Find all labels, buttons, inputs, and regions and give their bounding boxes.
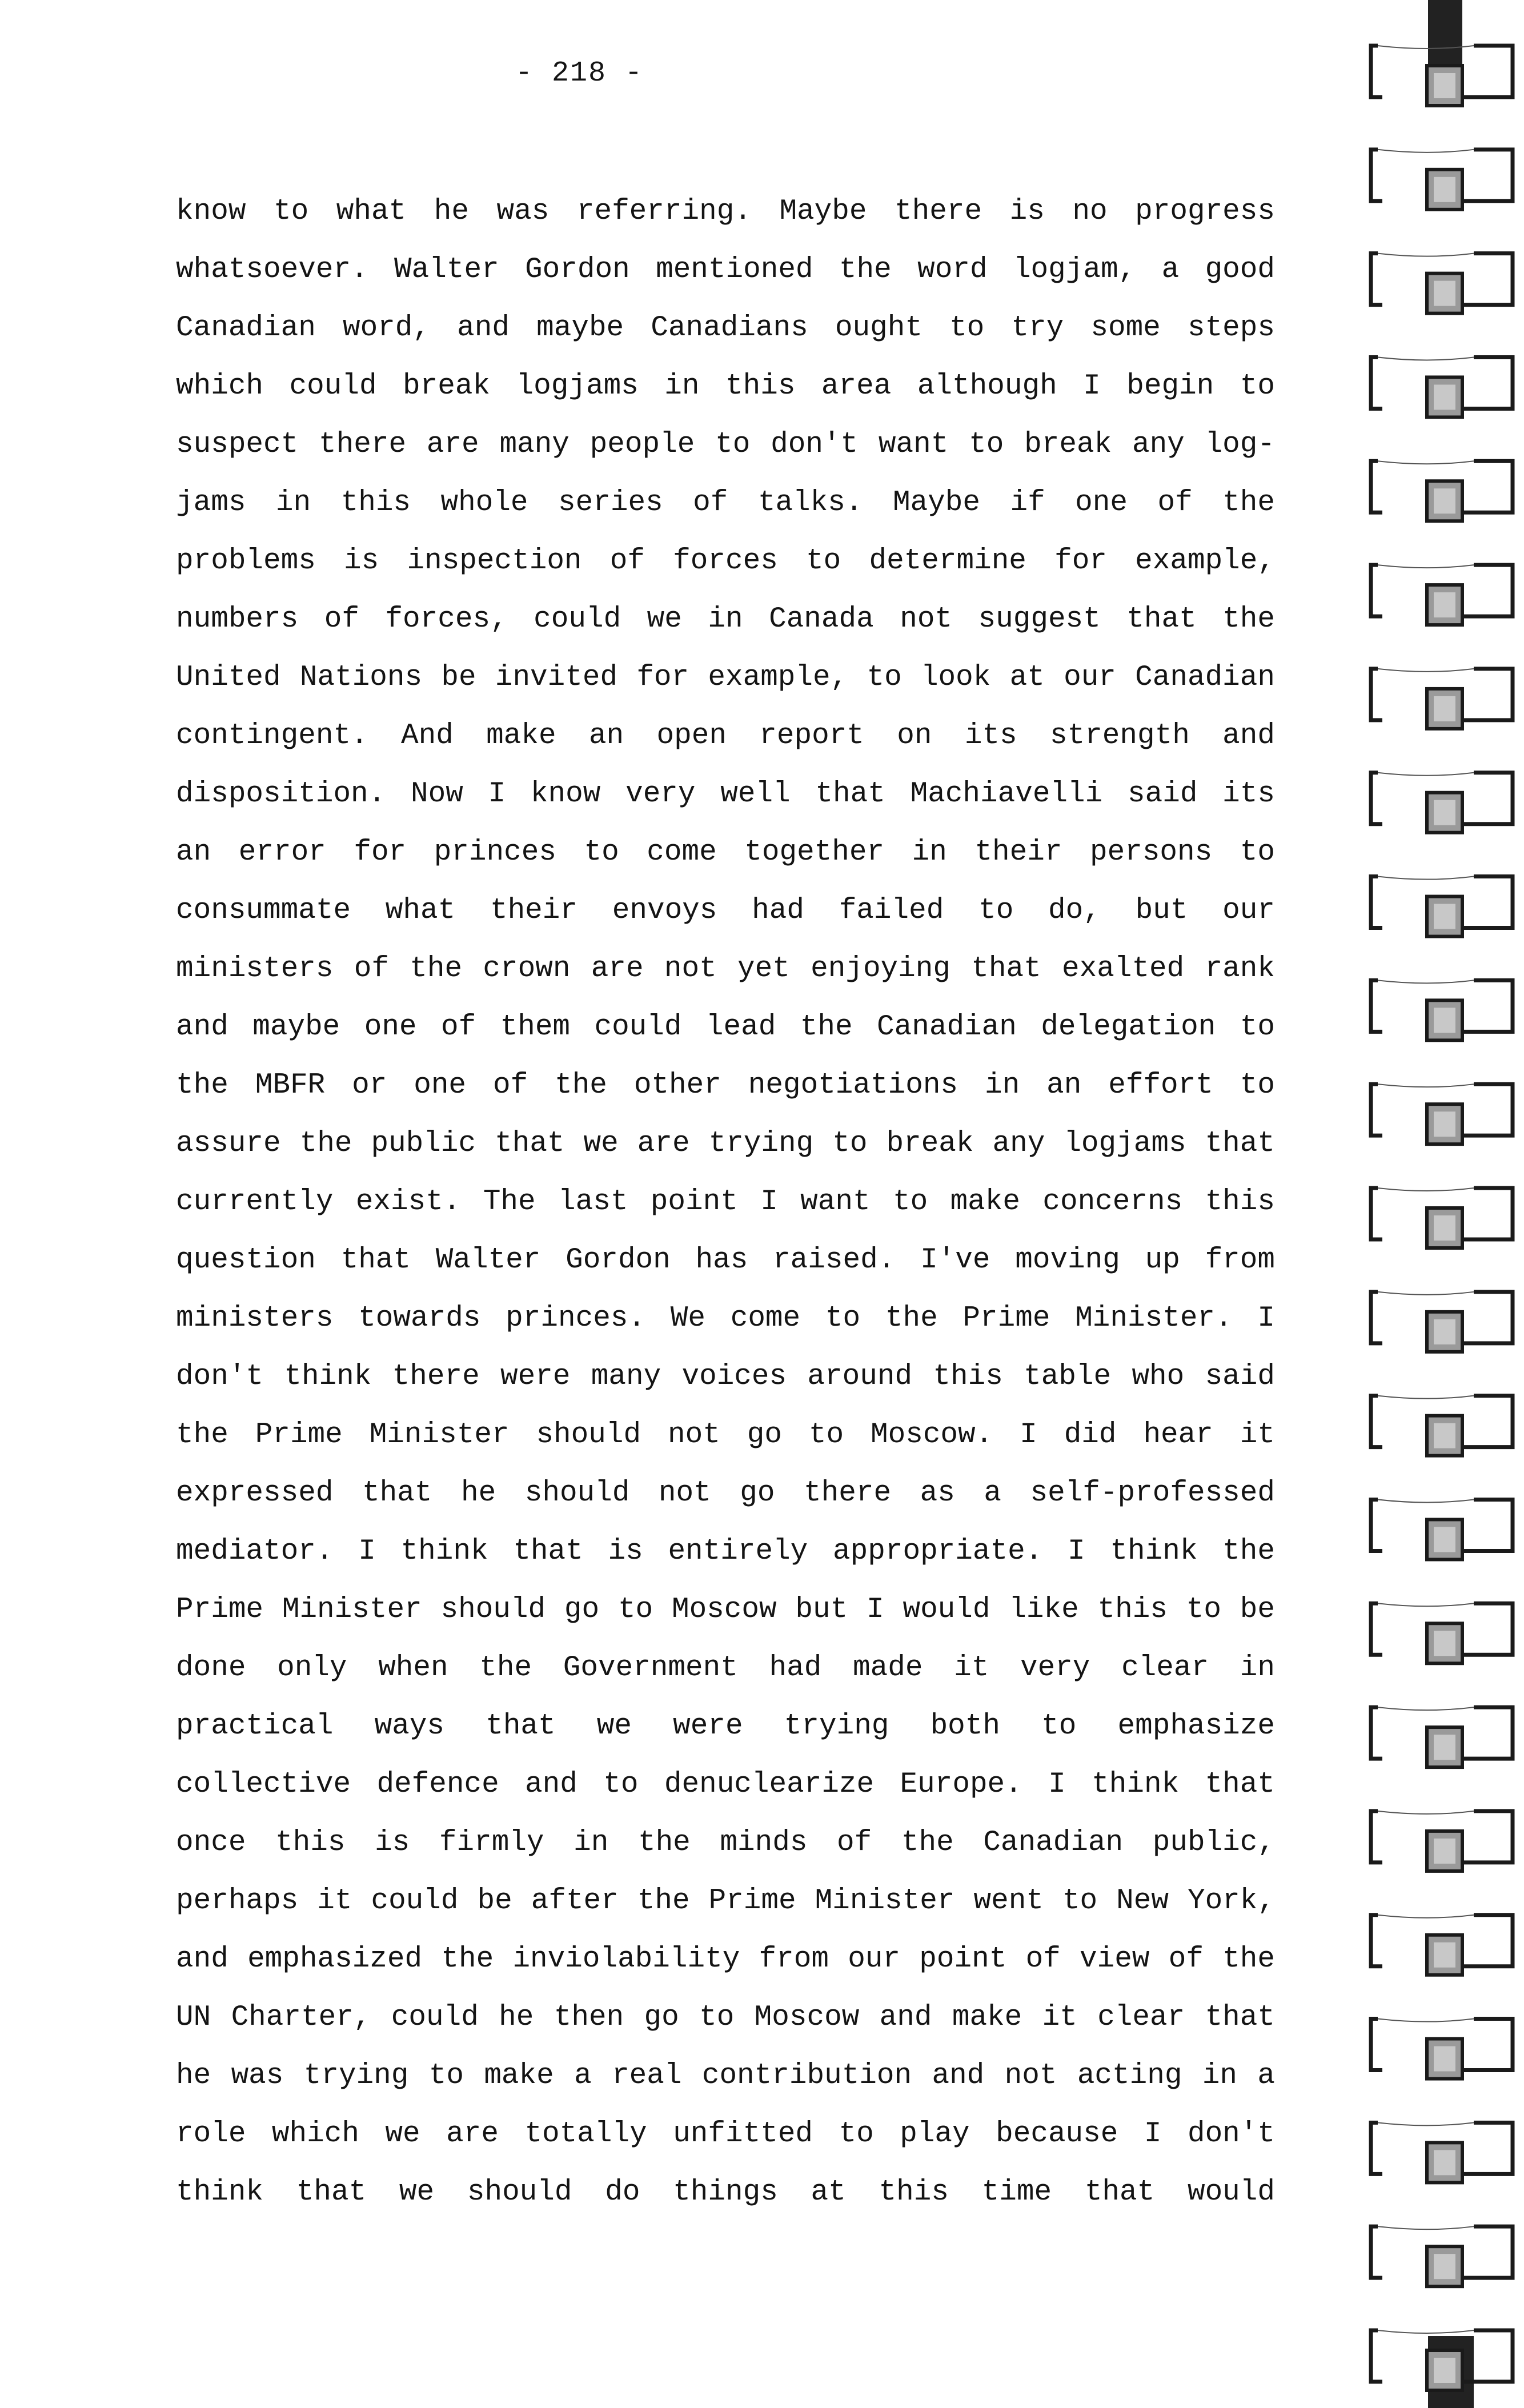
binding-ring <box>1371 669 1513 729</box>
binding-rings <box>1359 0 1524 2408</box>
text-line: and emphasized the inviolability from our point of view of the <box>176 1943 1275 1976</box>
text-line: think that we should do things at this time that would <box>176 2176 1275 2209</box>
text-line: perhaps it could be after the Prime Minister went to New York, <box>176 1885 1275 1917</box>
text-line: done only when the Government had made it very clear in <box>176 1652 1275 1684</box>
text-line: role which we are totally unfitted to play because I don't <box>176 2118 1275 2150</box>
text-line: numbers of forces, could we in Canada not suggest that the <box>176 603 1275 636</box>
text-line: UN Charter, could he then go to Moscow and make it clear that <box>176 2001 1275 2034</box>
text-line: the Prime Minister should not go to Moscow. I did hear it <box>176 1419 1275 1451</box>
text-line: problems is inspection of forces to determine for example, <box>176 545 1275 577</box>
binding-ring <box>1371 1707 1513 1767</box>
text-line: currently exist. The last point I want to make concerns this <box>176 1186 1275 1218</box>
binding-ring <box>1371 1499 1513 1559</box>
binding-ring <box>1371 1915 1513 1975</box>
binding-ring <box>1371 1188 1513 1248</box>
text-line: consummate what their envoys had failed to do, but our <box>176 894 1275 927</box>
binding-ring <box>1371 2019 1513 2079</box>
text-line: which could break logjams in this area although I begin to <box>176 370 1275 403</box>
text-line: once this is firmly in the minds of the Canadian public, <box>176 1827 1275 1859</box>
binding-ring <box>1371 877 1513 937</box>
binding-ring <box>1371 461 1513 521</box>
text-line: don't think there were many voices around this table who said <box>176 1360 1275 1393</box>
body-text <box>176 183 1275 2222</box>
text-line: expressed that he should not go there as a self-professed <box>176 1477 1275 1510</box>
binding-ring <box>1371 1603 1513 1663</box>
text-line: Canadian word, and maybe Canadians ought to try some steps <box>176 312 1275 344</box>
text-line: mediator. I think that is entirely appropriate. I think the <box>176 1535 1275 1568</box>
text-line: question that Walter Gordon has raised. I've moving up from <box>176 1244 1275 1277</box>
binding-ring <box>1371 357 1513 417</box>
binding-ring <box>1371 150 1513 210</box>
text-line: know to what he was referring. Maybe there is no progress <box>176 195 1275 228</box>
text-line: United Nations be invited for example, to look at our Canadian <box>176 661 1275 694</box>
binding-ring <box>1371 1396 1513 1456</box>
text-line: jams in this whole series of talks. Maybe if one of the <box>176 487 1275 519</box>
binding-ring <box>1371 2226 1513 2286</box>
text-line: suspect there are many people to don't want to break any log- <box>176 428 1275 461</box>
text-line: disposition. Now I know very well that Machiavelli said its <box>176 778 1275 810</box>
page-number: - 218 - <box>515 57 644 90</box>
binding-ring <box>1371 254 1513 314</box>
text-line: contingent. And make an open report on its strength and <box>176 720 1275 752</box>
binding-ring <box>1371 565 1513 625</box>
spiral-binding <box>1359 0 1524 2408</box>
text-line: practical ways that we were trying both to emphasize <box>176 1710 1275 1743</box>
binding-ring <box>1371 980 1513 1040</box>
text-line: an error for princes to come together in their persons to <box>176 836 1275 869</box>
binding-top-block <box>1428 0 1462 69</box>
text-line: assure the public that we are trying to break any logjams that <box>176 1127 1275 1160</box>
text-line: ministers of the crown are not yet enjoying that exalted rank <box>176 953 1275 985</box>
binding-ring <box>1371 1292 1513 1352</box>
binding-ring <box>1371 1811 1513 1871</box>
text-line: whatsoever. Walter Gordon mentioned the word logjam, a good <box>176 254 1275 286</box>
text-line: and maybe one of them could lead the Canadian delegation to <box>176 1011 1275 1044</box>
binding-ring <box>1371 2122 1513 2182</box>
text-line: the MBFR or one of the other negotiations in an effort to <box>176 1069 1275 1102</box>
text-line: he was trying to make a real contribution and not acting in a <box>176 2060 1275 2092</box>
binding-ring <box>1371 1084 1513 1144</box>
binding-ring <box>1371 773 1513 833</box>
text-line: ministers towards princes. We come to the Prime Minister. I <box>176 1302 1275 1335</box>
text-line: Prime Minister should go to Moscow but I would like this to be <box>176 1594 1275 1626</box>
text-line: collective defence and to denuclearize Europe. I think that <box>176 1768 1275 1801</box>
